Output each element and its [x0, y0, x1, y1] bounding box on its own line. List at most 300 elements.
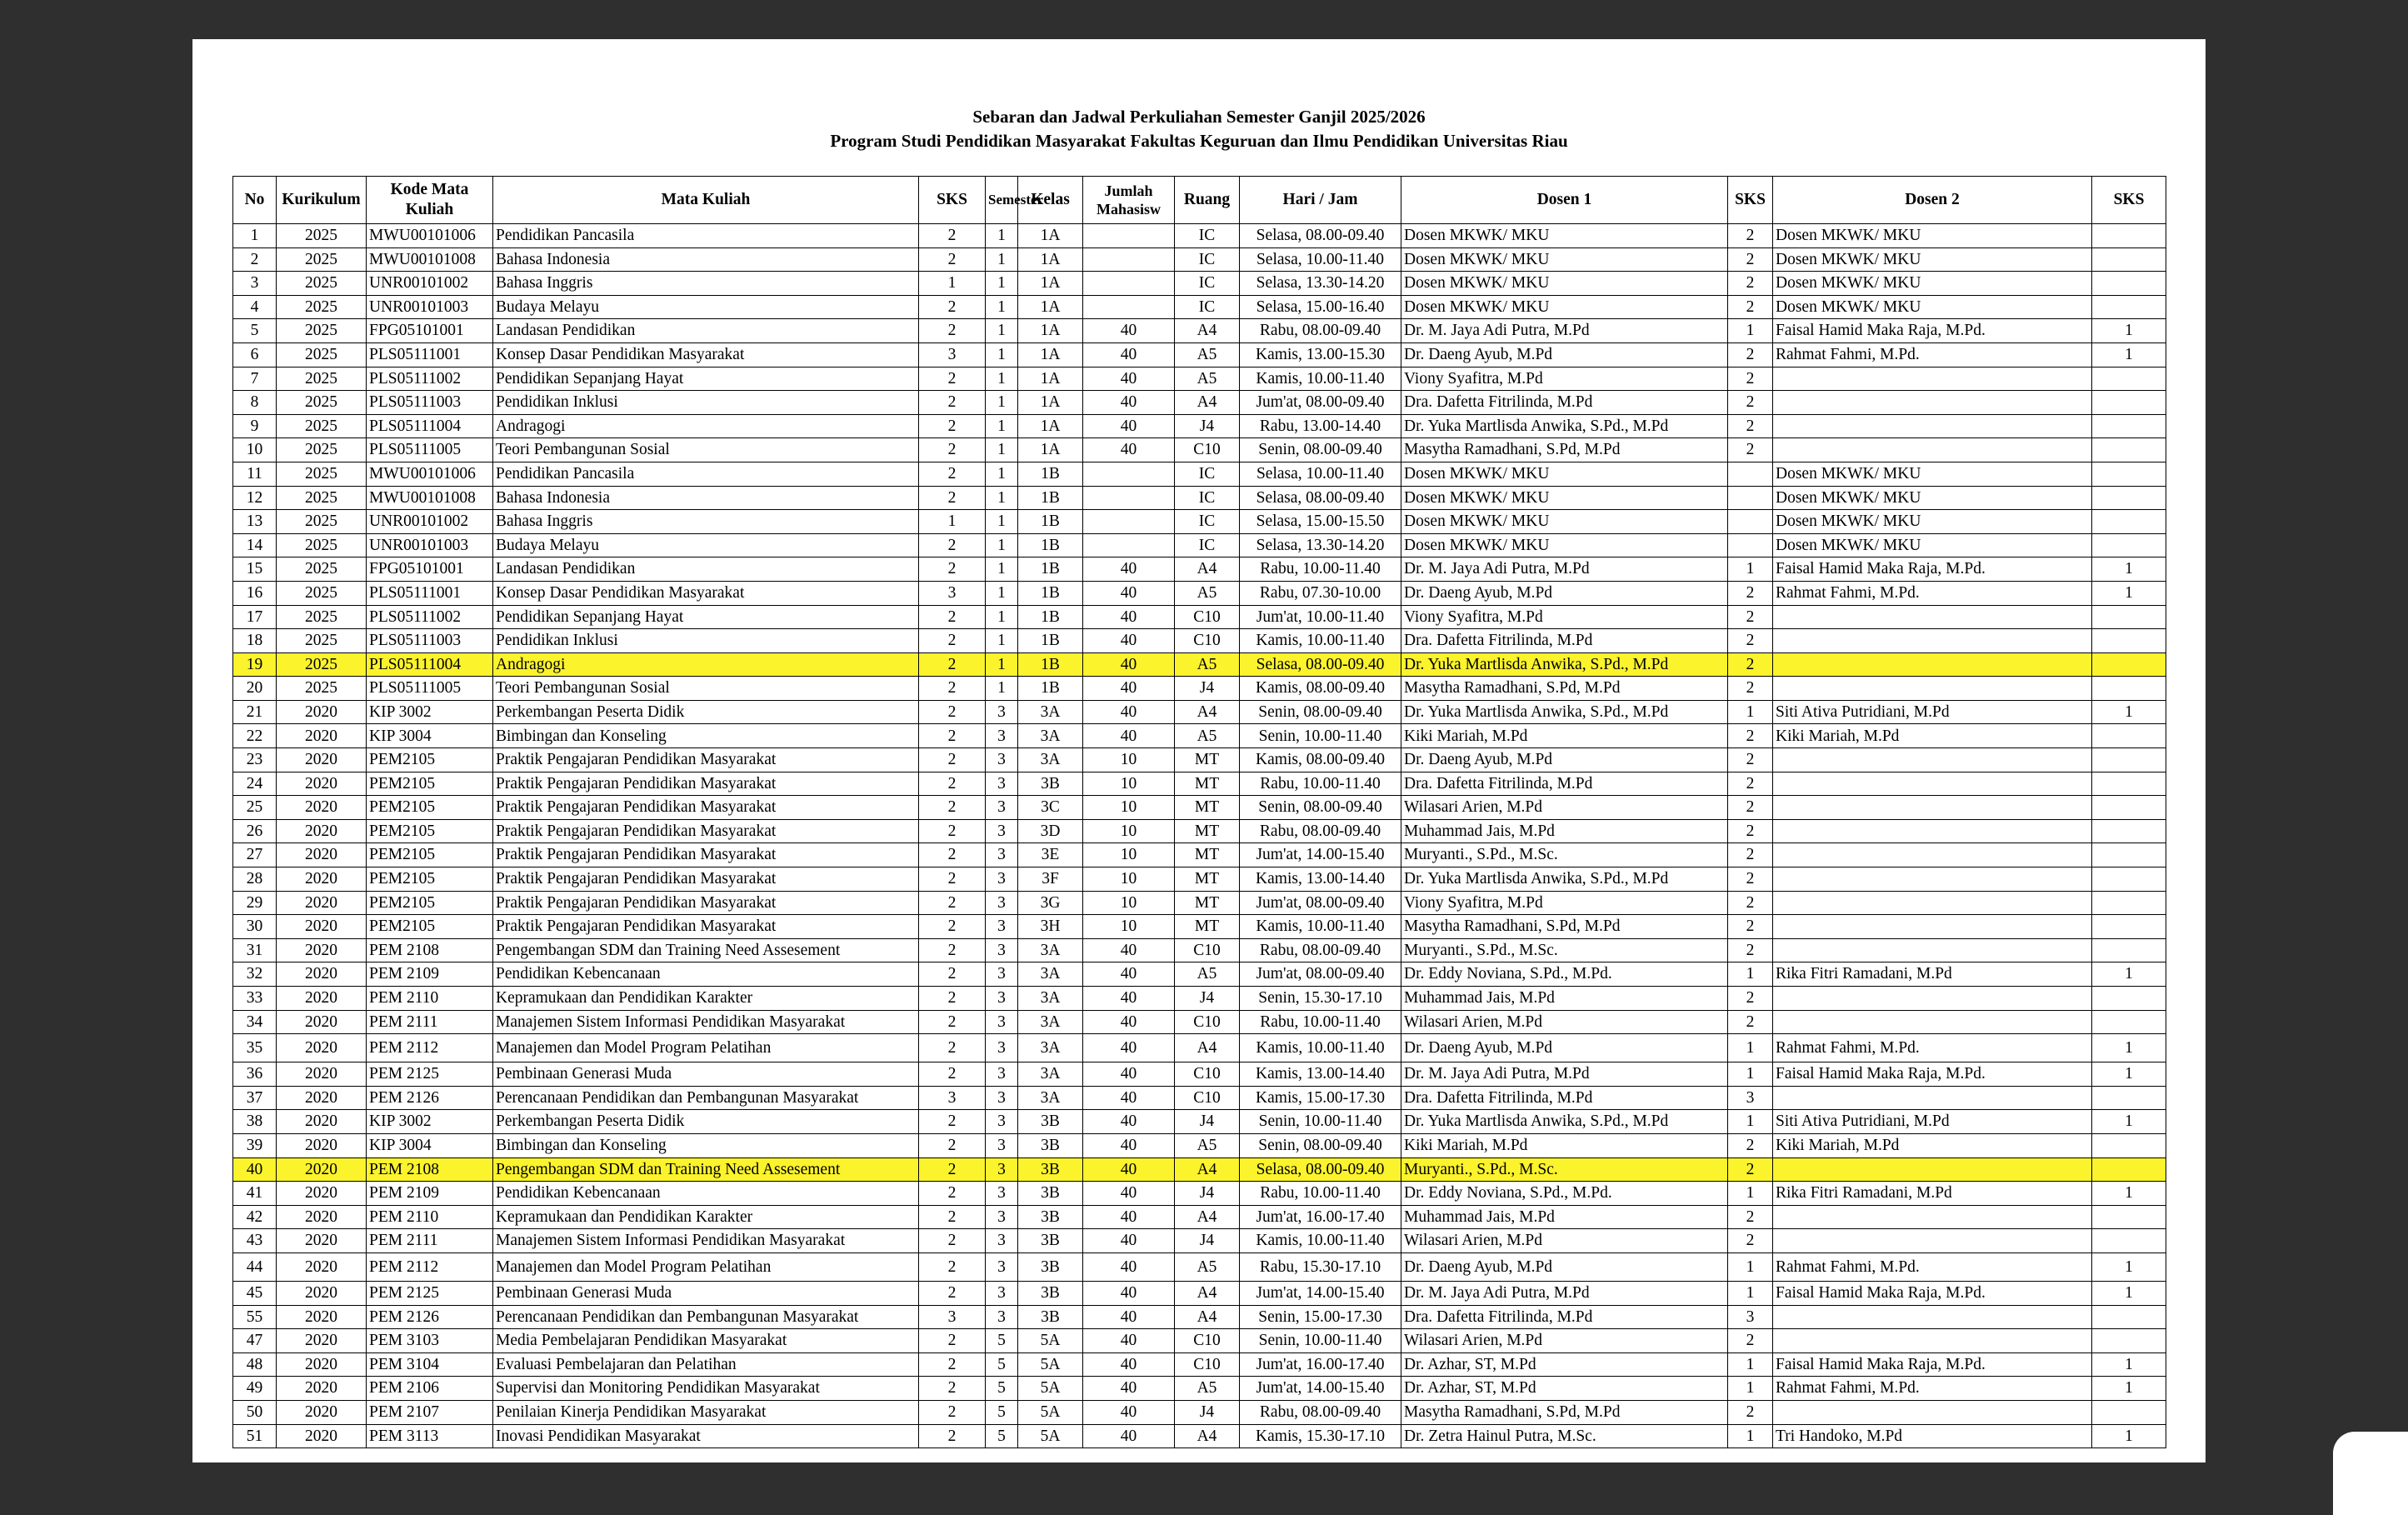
cell-dosen-2: Siti Ativa Putridiani, M.Pd [1773, 1110, 2092, 1134]
cell-sks-dosen-2 [2092, 843, 2166, 868]
cell-sks-dosen-2 [2092, 1010, 2166, 1034]
cell-sks: 2 [919, 1133, 986, 1158]
table-row [233, 391, 2166, 415]
cell-dosen-2 [1773, 1158, 2092, 1182]
cell-mata-kuliah: Penilaian Kinerja Pendidikan Masyarakat [493, 1400, 919, 1424]
cell-hari-jam: Jum'at, 14.00-15.40 [1240, 843, 1401, 868]
cell-no: 17 [233, 605, 277, 629]
cell-semester: 3 [986, 700, 1018, 724]
table-row [233, 1400, 2166, 1424]
cell-kurikulum: 2025 [277, 581, 367, 605]
cell-jumlah: 40 [1083, 1086, 1175, 1110]
cell-kurikulum: 2025 [277, 272, 367, 296]
cell-no: 41 [233, 1182, 277, 1206]
cell-dosen-1: Dra. Dafetta Fitrilinda, M.Pd [1401, 1086, 1728, 1110]
table-row [233, 1110, 2166, 1134]
cell-dosen-1: Dr. Yuka Martlisda Anwika, S.Pd., M.Pd [1401, 414, 1728, 438]
cell-kelas: 3C [1018, 796, 1083, 820]
cell-hari-jam: Senin, 10.00-11.40 [1240, 1329, 1401, 1353]
cell-mata-kuliah: Inovasi Pendidikan Masyarakat [493, 1424, 919, 1448]
cell-jumlah: 40 [1083, 319, 1175, 343]
cell-kode: PEM2105 [367, 819, 493, 843]
cell-sks-dosen-1: 2 [1728, 652, 1773, 677]
cell-dosen-2 [1773, 748, 2092, 772]
cell-kurikulum: 2020 [277, 1158, 367, 1182]
cell-sks-dosen-1: 1 [1728, 1062, 1773, 1087]
cell-semester: 3 [986, 1281, 1018, 1305]
cell-kurikulum: 2020 [277, 915, 367, 939]
cell-dosen-2: Dosen MKWK/ MKU [1773, 462, 2092, 486]
cell-mata-kuliah: Praktik Pengajaran Pendidikan Masyarakat [493, 843, 919, 868]
table-row [233, 915, 2166, 939]
cell-dosen-1: Dosen MKWK/ MKU [1401, 533, 1728, 558]
cell-sks-dosen-1: 2 [1728, 1158, 1773, 1182]
cell-no: 6 [233, 342, 277, 367]
cell-dosen-1: Dosen MKWK/ MKU [1401, 510, 1728, 534]
cell-no: 26 [233, 819, 277, 843]
cell-jumlah: 40 [1083, 962, 1175, 987]
cell-kurikulum: 2025 [277, 414, 367, 438]
cell-dosen-2: Dosen MKWK/ MKU [1773, 486, 2092, 510]
cell-dosen-1: Muhammad Jais, M.Pd [1401, 1205, 1728, 1229]
cell-sks: 2 [919, 367, 986, 391]
cell-sks-dosen-2 [2092, 367, 2166, 391]
cell-kurikulum: 2025 [277, 342, 367, 367]
cell-jumlah: 40 [1083, 342, 1175, 367]
cell-kode: PEM2105 [367, 843, 493, 868]
cell-sks: 2 [919, 748, 986, 772]
cell-mata-kuliah: Bahasa Indonesia [493, 248, 919, 272]
cell-kurikulum: 2025 [277, 438, 367, 462]
cell-kode: KIP 3002 [367, 700, 493, 724]
cell-semester: 3 [986, 748, 1018, 772]
cell-sks-dosen-2: 1 [2092, 700, 2166, 724]
cell-dosen-1: Dr. Azhar, ST, M.Pd [1401, 1352, 1728, 1377]
cell-sks: 3 [919, 1305, 986, 1329]
cell-ruang: A4 [1175, 1305, 1240, 1329]
table-row [233, 1305, 2166, 1329]
cell-kode: KIP 3002 [367, 1110, 493, 1134]
cell-dosen-2 [1773, 891, 2092, 915]
cell-kode: KIP 3004 [367, 1133, 493, 1158]
cell-ruang: A5 [1175, 1377, 1240, 1401]
cell-dosen-2: Faisal Hamid Maka Raja, M.Pd. [1773, 558, 2092, 582]
cell-sks-dosen-2: 1 [2092, 1034, 2166, 1062]
cell-sks-dosen-2 [2092, 295, 2166, 319]
cell-jumlah [1083, 462, 1175, 486]
cell-mata-kuliah: Praktik Pengajaran Pendidikan Masyarakat [493, 915, 919, 939]
cell-sks-dosen-2 [2092, 652, 2166, 677]
cell-kelas: 3B [1018, 1281, 1083, 1305]
cell-kurikulum: 2020 [277, 1424, 367, 1448]
cell-mata-kuliah: Teori Pembangunan Sosial [493, 438, 919, 462]
cell-ruang: A5 [1175, 724, 1240, 748]
cell-no: 25 [233, 796, 277, 820]
cell-dosen-2 [1773, 677, 2092, 701]
cell-sks: 2 [919, 891, 986, 915]
cell-sks-dosen-1: 2 [1728, 1133, 1773, 1158]
cell-kode: PEM 2125 [367, 1281, 493, 1305]
header-hari-jam: Hari / Jam [1240, 177, 1401, 224]
cell-kode: PLS05111003 [367, 629, 493, 653]
cell-kelas: 3A [1018, 1086, 1083, 1110]
cell-kode: PEM 2125 [367, 1062, 493, 1087]
cell-dosen-2: Faisal Hamid Maka Raja, M.Pd. [1773, 1352, 2092, 1377]
window-corner [2333, 1432, 2408, 1515]
cell-sks-dosen-2 [2092, 462, 2166, 486]
cell-ruang: C10 [1175, 438, 1240, 462]
cell-sks-dosen-1: 2 [1728, 414, 1773, 438]
cell-sks-dosen-1: 2 [1728, 724, 1773, 748]
cell-kode: UNR00101002 [367, 272, 493, 296]
cell-no: 7 [233, 367, 277, 391]
table-row [233, 868, 2166, 892]
cell-kode: MWU00101008 [367, 486, 493, 510]
cell-dosen-1: Dr. Daeng Ayub, M.Pd [1401, 581, 1728, 605]
cell-kurikulum: 2020 [277, 1252, 367, 1281]
cell-no: 48 [233, 1352, 277, 1377]
cell-sks-dosen-2: 1 [2092, 319, 2166, 343]
cell-sks-dosen-1: 2 [1728, 1205, 1773, 1229]
cell-jumlah [1083, 533, 1175, 558]
cell-sks-dosen-2 [2092, 724, 2166, 748]
cell-semester: 1 [986, 558, 1018, 582]
cell-kode: PEM2105 [367, 796, 493, 820]
cell-kelas: 1B [1018, 486, 1083, 510]
cell-hari-jam: Selasa, 15.00-16.40 [1240, 295, 1401, 319]
cell-dosen-1: Masytha Ramadhani, S.Pd, M.Pd [1401, 438, 1728, 462]
cell-sks: 2 [919, 700, 986, 724]
cell-jumlah [1083, 224, 1175, 248]
cell-dosen-1: Dr. Daeng Ayub, M.Pd [1401, 342, 1728, 367]
cell-ruang: IC [1175, 272, 1240, 296]
cell-dosen-2: Kiki Mariah, M.Pd [1773, 1133, 2092, 1158]
cell-mata-kuliah: Praktik Pengajaran Pendidikan Masyarakat [493, 748, 919, 772]
cell-dosen-1: Dr. Daeng Ayub, M.Pd [1401, 748, 1728, 772]
cell-sks: 2 [919, 295, 986, 319]
cell-mata-kuliah: Pengembangan SDM dan Training Need Assesement [493, 1158, 919, 1182]
cell-sks-dosen-1: 2 [1728, 1400, 1773, 1424]
cell-jumlah: 40 [1083, 391, 1175, 415]
cell-dosen-1: Muhammad Jais, M.Pd [1401, 819, 1728, 843]
cell-kode: PEM 2108 [367, 938, 493, 962]
cell-ruang: J4 [1175, 1182, 1240, 1206]
cell-hari-jam: Rabu, 13.00-14.40 [1240, 414, 1401, 438]
cell-kelas: 3A [1018, 938, 1083, 962]
table-row [233, 1377, 2166, 1401]
cell-kurikulum: 2020 [277, 772, 367, 796]
cell-kelas: 3A [1018, 724, 1083, 748]
table-row [233, 700, 2166, 724]
cell-kelas: 3A [1018, 1062, 1083, 1087]
cell-kode: PEM2105 [367, 868, 493, 892]
table-header-row [233, 177, 2166, 224]
cell-kelas: 3A [1018, 1010, 1083, 1034]
cell-sks-dosen-2 [2092, 868, 2166, 892]
cell-dosen-1: Dosen MKWK/ MKU [1401, 272, 1728, 296]
cell-dosen-1: Dr. Daeng Ayub, M.Pd [1401, 1252, 1728, 1281]
cell-sks-dosen-2: 1 [2092, 558, 2166, 582]
cell-kelas: 1B [1018, 629, 1083, 653]
cell-mata-kuliah: Praktik Pengajaran Pendidikan Masyarakat [493, 868, 919, 892]
cell-dosen-2 [1773, 1205, 2092, 1229]
cell-sks-dosen-2 [2092, 1305, 2166, 1329]
cell-dosen-1: Dr. Zetra Hainul Putra, M.Sc. [1401, 1424, 1728, 1448]
cell-mata-kuliah: Manajemen dan Model Program Pelatihan [493, 1034, 919, 1062]
cell-hari-jam: Kamis, 10.00-11.40 [1240, 367, 1401, 391]
cell-kelas: 5A [1018, 1329, 1083, 1353]
cell-kode: PLS05111001 [367, 581, 493, 605]
cell-kurikulum: 2020 [277, 843, 367, 868]
header-no: No [233, 177, 277, 224]
cell-kelas: 3B [1018, 1205, 1083, 1229]
cell-ruang: IC [1175, 510, 1240, 534]
table-row [233, 748, 2166, 772]
cell-mata-kuliah: Pembinaan Generasi Muda [493, 1281, 919, 1305]
cell-sks-dosen-1 [1728, 486, 1773, 510]
cell-kode: PLS05111004 [367, 652, 493, 677]
cell-sks-dosen-2 [2092, 915, 2166, 939]
cell-sks: 2 [919, 1377, 986, 1401]
cell-kode: PEM 2126 [367, 1305, 493, 1329]
cell-mata-kuliah: Pendidikan Kebencanaan [493, 962, 919, 987]
cell-mata-kuliah: Bahasa Indonesia [493, 486, 919, 510]
cell-sks-dosen-1 [1728, 533, 1773, 558]
cell-no: 45 [233, 1281, 277, 1305]
cell-kode: PEM 3104 [367, 1352, 493, 1377]
cell-kelas: 1A [1018, 224, 1083, 248]
cell-kelas: 5A [1018, 1400, 1083, 1424]
cell-semester: 5 [986, 1400, 1018, 1424]
cell-hari-jam: Kamis, 15.30-17.10 [1240, 1424, 1401, 1448]
cell-dosen-1: Muryanti., S.Pd., M.Sc. [1401, 938, 1728, 962]
table-row [233, 319, 2166, 343]
cell-jumlah: 10 [1083, 748, 1175, 772]
cell-kode: PEM2105 [367, 891, 493, 915]
cell-sks: 2 [919, 915, 986, 939]
cell-ruang: MT [1175, 819, 1240, 843]
cell-kelas: 1B [1018, 558, 1083, 582]
cell-semester: 1 [986, 629, 1018, 653]
cell-dosen-1: Dr. Azhar, ST, M.Pd [1401, 1377, 1728, 1401]
cell-dosen-2 [1773, 438, 2092, 462]
cell-hari-jam: Kamis, 10.00-11.40 [1240, 915, 1401, 939]
cell-dosen-2: Dosen MKWK/ MKU [1773, 295, 2092, 319]
cell-hari-jam: Senin, 10.00-11.40 [1240, 1110, 1401, 1134]
cell-no: 23 [233, 748, 277, 772]
cell-sks-dosen-2 [2092, 1158, 2166, 1182]
cell-no: 38 [233, 1110, 277, 1134]
cell-sks-dosen-1: 2 [1728, 391, 1773, 415]
cell-hari-jam: Jum'at, 08.00-09.40 [1240, 391, 1401, 415]
cell-hari-jam: Kamis, 08.00-09.40 [1240, 677, 1401, 701]
cell-kurikulum: 2020 [277, 1205, 367, 1229]
cell-kurikulum: 2025 [277, 652, 367, 677]
cell-kurikulum: 2025 [277, 486, 367, 510]
cell-kurikulum: 2020 [277, 1010, 367, 1034]
cell-kelas: 3B [1018, 1182, 1083, 1206]
table-row [233, 581, 2166, 605]
cell-ruang: MT [1175, 868, 1240, 892]
cell-kelas: 1B [1018, 510, 1083, 534]
cell-semester: 3 [986, 1133, 1018, 1158]
cell-no: 22 [233, 724, 277, 748]
cell-kelas: 3B [1018, 1110, 1083, 1134]
cell-mata-kuliah: Pendidikan Inklusi [493, 629, 919, 653]
cell-mata-kuliah: Perencanaan Pendidikan dan Pembangunan Masyarakat [493, 1305, 919, 1329]
cell-dosen-1: Masytha Ramadhani, S.Pd, M.Pd [1401, 677, 1728, 701]
cell-dosen-2: Siti Ativa Putridiani, M.Pd [1773, 700, 2092, 724]
cell-sks-dosen-1 [1728, 510, 1773, 534]
cell-sks-dosen-1: 2 [1728, 748, 1773, 772]
cell-sks: 2 [919, 486, 986, 510]
cell-dosen-2 [1773, 652, 2092, 677]
cell-no: 42 [233, 1205, 277, 1229]
header-sks-dosen-2: SKS [2092, 177, 2166, 224]
cell-sks-dosen-1: 2 [1728, 248, 1773, 272]
cell-no: 8 [233, 391, 277, 415]
cell-kode: PLS05111002 [367, 367, 493, 391]
cell-kode: PEM 2126 [367, 1086, 493, 1110]
cell-dosen-1: Dr. M. Jaya Adi Putra, M.Pd [1401, 558, 1728, 582]
cell-dosen-2 [1773, 367, 2092, 391]
cell-jumlah: 10 [1083, 819, 1175, 843]
cell-dosen-1: Masytha Ramadhani, S.Pd, M.Pd [1401, 1400, 1728, 1424]
cell-dosen-2: Rika Fitri Ramadani, M.Pd [1773, 962, 2092, 987]
cell-hari-jam: Jum'at, 16.00-17.40 [1240, 1352, 1401, 1377]
cell-mata-kuliah: Budaya Melayu [493, 295, 919, 319]
cell-dosen-2 [1773, 1400, 2092, 1424]
table-row [233, 843, 2166, 868]
cell-hari-jam: Jum'at, 10.00-11.40 [1240, 605, 1401, 629]
cell-kode: MWU00101006 [367, 224, 493, 248]
cell-sks-dosen-1: 1 [1728, 962, 1773, 987]
cell-semester: 1 [986, 533, 1018, 558]
table-row [233, 1182, 2166, 1206]
cell-jumlah: 40 [1083, 367, 1175, 391]
cell-mata-kuliah: Praktik Pengajaran Pendidikan Masyarakat [493, 796, 919, 820]
table-row [233, 677, 2166, 701]
cell-hari-jam: Rabu, 08.00-09.40 [1240, 319, 1401, 343]
cell-kurikulum: 2025 [277, 367, 367, 391]
cell-ruang: IC [1175, 486, 1240, 510]
schedule-table [232, 176, 2166, 1448]
cell-dosen-2 [1773, 843, 2092, 868]
cell-no: 39 [233, 1133, 277, 1158]
cell-no: 21 [233, 700, 277, 724]
cell-kelas: 1A [1018, 438, 1083, 462]
cell-sks-dosen-1: 1 [1728, 1252, 1773, 1281]
cell-ruang: J4 [1175, 987, 1240, 1011]
cell-kode: UNR00101003 [367, 533, 493, 558]
cell-no: 9 [233, 414, 277, 438]
cell-semester: 1 [986, 462, 1018, 486]
cell-semester: 3 [986, 891, 1018, 915]
cell-jumlah: 10 [1083, 796, 1175, 820]
cell-dosen-2 [1773, 605, 2092, 629]
cell-semester: 3 [986, 1010, 1018, 1034]
cell-ruang: MT [1175, 748, 1240, 772]
cell-hari-jam: Senin, 08.00-09.40 [1240, 1133, 1401, 1158]
cell-mata-kuliah: Supervisi dan Monitoring Pendidikan Masyarakat [493, 1377, 919, 1401]
table-row [233, 938, 2166, 962]
cell-hari-jam: Kamis, 10.00-11.40 [1240, 1229, 1401, 1253]
cell-hari-jam: Selasa, 10.00-11.40 [1240, 462, 1401, 486]
table-body [233, 224, 2166, 1448]
header-kurikulum: Kurikulum [277, 177, 367, 224]
cell-sks-dosen-1: 1 [1728, 558, 1773, 582]
cell-mata-kuliah: Landasan Pendidikan [493, 319, 919, 343]
cell-kelas: 1B [1018, 605, 1083, 629]
cell-dosen-2 [1773, 915, 2092, 939]
cell-ruang: A5 [1175, 1133, 1240, 1158]
cell-kelas: 5A [1018, 1424, 1083, 1448]
cell-hari-jam: Rabu, 08.00-09.40 [1240, 1400, 1401, 1424]
cell-kurikulum: 2020 [277, 1281, 367, 1305]
cell-kelas: 1B [1018, 533, 1083, 558]
cell-no: 28 [233, 868, 277, 892]
table-row [233, 1252, 2166, 1281]
cell-no: 55 [233, 1305, 277, 1329]
cell-sks: 2 [919, 1158, 986, 1182]
cell-sks-dosen-2 [2092, 819, 2166, 843]
cell-sks-dosen-2 [2092, 510, 2166, 534]
cell-sks: 2 [919, 1182, 986, 1206]
cell-no: 47 [233, 1329, 277, 1353]
cell-semester: 1 [986, 486, 1018, 510]
cell-sks: 2 [919, 843, 986, 868]
cell-kurikulum: 2025 [277, 533, 367, 558]
cell-ruang: A4 [1175, 1281, 1240, 1305]
header-mata-kuliah: Mata Kuliah [493, 177, 919, 224]
cell-semester: 3 [986, 1252, 1018, 1281]
table-row [233, 486, 2166, 510]
cell-jumlah: 40 [1083, 1133, 1175, 1158]
cell-jumlah [1083, 272, 1175, 296]
table-row [233, 224, 2166, 248]
cell-kurikulum: 2025 [277, 248, 367, 272]
cell-sks-dosen-1: 2 [1728, 772, 1773, 796]
cell-hari-jam: Senin, 10.00-11.40 [1240, 724, 1401, 748]
cell-sks-dosen-1: 2 [1728, 342, 1773, 367]
cell-sks: 2 [919, 629, 986, 653]
cell-dosen-2: Tri Handoko, M.Pd [1773, 1424, 2092, 1448]
cell-sks: 2 [919, 224, 986, 248]
cell-mata-kuliah: Pendidikan Sepanjang Hayat [493, 367, 919, 391]
table-row [233, 1034, 2166, 1062]
table-row [233, 248, 2166, 272]
table-row [233, 295, 2166, 319]
cell-dosen-1: Dr. M. Jaya Adi Putra, M.Pd [1401, 1062, 1728, 1087]
cell-hari-jam: Kamis, 13.00-15.30 [1240, 342, 1401, 367]
cell-kode: FPG05101001 [367, 558, 493, 582]
cell-ruang: A4 [1175, 319, 1240, 343]
table-row [233, 652, 2166, 677]
cell-kurikulum: 2020 [277, 1377, 367, 1401]
cell-kode: UNR00101003 [367, 295, 493, 319]
cell-mata-kuliah: Evaluasi Pembelajaran dan Pelatihan [493, 1352, 919, 1377]
cell-kelas: 3E [1018, 843, 1083, 868]
cell-semester: 3 [986, 843, 1018, 868]
cell-jumlah: 10 [1083, 843, 1175, 868]
cell-no: 31 [233, 938, 277, 962]
table-row [233, 1086, 2166, 1110]
cell-ruang: A5 [1175, 581, 1240, 605]
cell-ruang: MT [1175, 891, 1240, 915]
cell-jumlah: 10 [1083, 915, 1175, 939]
cell-mata-kuliah: Andragogi [493, 652, 919, 677]
table-row [233, 414, 2166, 438]
